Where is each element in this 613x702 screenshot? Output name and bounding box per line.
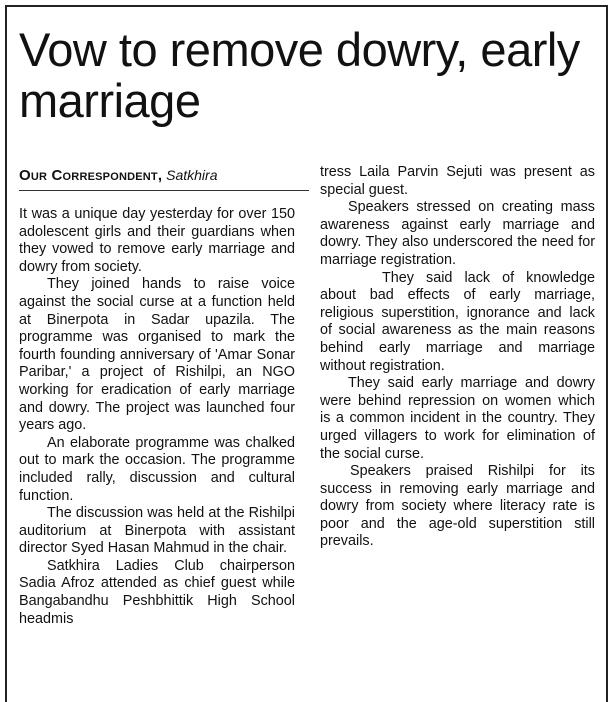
paragraph: Speakers stressed on creating mass awareness against early marriage and dowry. They also underscored the need for marriage registration. (320, 199, 595, 268)
article-column-2 (320, 164, 595, 551)
paragraph: It was a unique day yesterday for over 150 adolescent girls and their guardians when they vowed to remove early marriage and dowry from society. (19, 206, 295, 275)
byline-divider (19, 190, 309, 191)
article-column-1 (19, 206, 295, 628)
paragraph: Speakers praised Rishilpi for its success in removing early marriage and dowry from society where literacy rate is poor and the age-old superstition still prevails. (320, 463, 595, 550)
paragraph: They said lack of knowledge about bad effects of early marriage, religious superstition, ignorance and lack of social awareness as the main reasons behind early marriage and marriage without registration. (320, 269, 595, 374)
byline-location: Satkhira (166, 167, 218, 183)
paragraph: They joined hands to raise voice against the social curse at a function held at Binerpota in Sadar upazila. The programme was organised to mark the fourth founding anniversary of 'Amar Sonar Paribar,' a project of Rishilpi, an NGO working for eradication of early marriage and dowry. The project was launched four years ago. (19, 276, 295, 434)
paragraph: They said early marriage and dowry were behind repression on women which is a common incident in the country. They urged villagers to work for elimination of the social curse. (320, 375, 595, 462)
paragraph: Satkhira Ladies Club chairperson Sadia Afroz attended as chief guest while Bangabandhu Peshbhittik High School headmis (19, 557, 295, 627)
byline (19, 165, 217, 186)
paragraph: The discussion was held at the Rishilpi auditorium at Binerpota with assistant director Syed Hasan Mahmud in the chair. (19, 505, 295, 557)
byline-author: Our Correspondent, (19, 167, 163, 184)
headline: Vow to remove dowry, early marriage (19, 23, 580, 127)
paragraph: An elaborate programme was chalked out to mark the occasion. The programme included rally, discussion and cultural function. (19, 434, 295, 504)
paragraph: tress Laila Parvin Sejuti was present as special guest. (320, 164, 595, 198)
